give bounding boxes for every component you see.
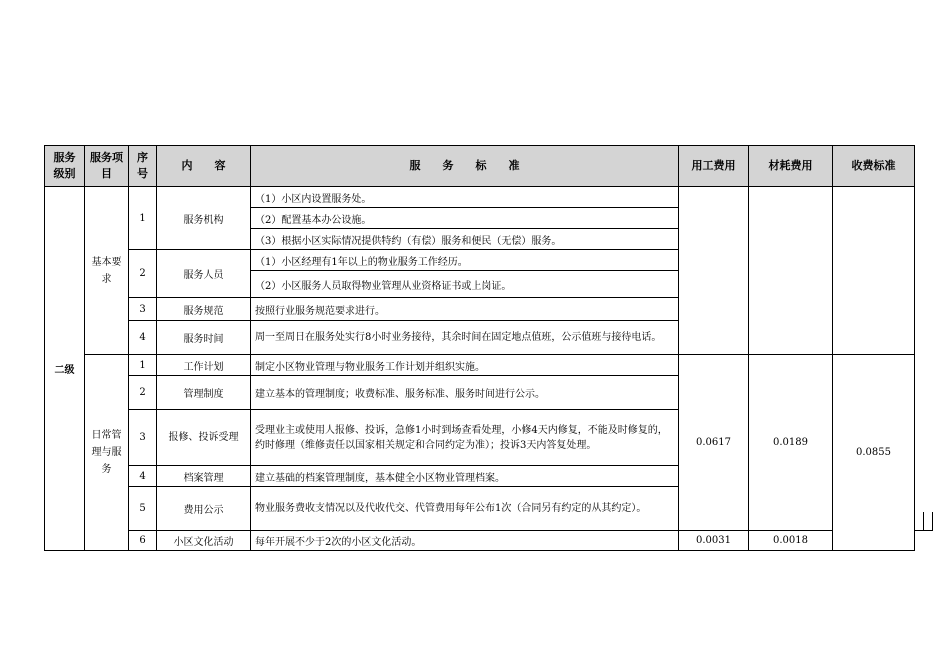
standard-cell: 周一至周日在服务处实行8小时业务接待，其余时间在固定地点值班，公示值班与接待电话。: [251, 321, 679, 355]
group-daily: 日常管理与服务: [85, 355, 129, 551]
row-no: 1: [129, 187, 157, 250]
row-no: 1: [129, 355, 157, 376]
table-row: [45, 531, 933, 551]
row-no: 6: [129, 531, 157, 551]
row-content: 服务机构: [157, 187, 251, 250]
table-row: [45, 355, 933, 376]
standard-cell: 受理业主或使用人报修、投诉，急修1小时到场查看处理，小修4天内修复，不能及时修复的，约时修理（维修责任以国家相关规定和合同约定为准）；投诉3天内答复处理。: [251, 410, 679, 466]
labor-cost-basic: [679, 187, 749, 355]
standard-cell: （3）根据小区实际情况提供特约（有偿）服务和便民（无偿）服务。: [251, 229, 679, 250]
service-standard-table: [44, 145, 933, 551]
labor-cost-spacer: [915, 512, 924, 531]
material-cost-culture: 0.0018: [749, 531, 833, 551]
standard-cell: 每年开展不少于2次的小区文化活动。: [251, 531, 679, 551]
row-content: 报修、投诉受理: [157, 410, 251, 466]
material-cost-spacer: [924, 512, 933, 531]
header-material-cost: 材耗费用: [749, 146, 833, 187]
standard-cell: 制定小区物业管理与物业服务工作计划并组织实施。: [251, 355, 679, 376]
header-labor-cost: 用工费用: [679, 146, 749, 187]
row-content: 服务时间: [157, 321, 251, 355]
labor-cost-daily: 0.0617: [679, 355, 749, 531]
row-content: 小区文化活动: [157, 531, 251, 551]
material-cost-daily: 0.0189: [749, 355, 833, 531]
header-item: 服务项目: [85, 146, 129, 187]
row-no: 2: [129, 250, 157, 298]
row-content: 档案管理: [157, 466, 251, 487]
labor-cost-culture: 0.0031: [679, 531, 749, 551]
standard-cell: （2）配置基本办公设施。: [251, 208, 679, 229]
standard-cell: 按照行业服务规范要求进行。: [251, 298, 679, 321]
row-content: 服务规范: [157, 298, 251, 321]
service-level-cell: 二级: [45, 187, 85, 551]
material-cost-basic: [749, 187, 833, 355]
table-row: [45, 187, 933, 208]
fee-standard-basic: [833, 187, 915, 355]
header-fee-standard: 收费标准: [833, 146, 915, 187]
row-no: 3: [129, 410, 157, 466]
row-content: 管理制度: [157, 376, 251, 410]
header-row: [45, 146, 933, 187]
header-level: 服务级别: [45, 146, 85, 187]
row-no: 3: [129, 298, 157, 321]
row-content: 工作计划: [157, 355, 251, 376]
fee-standard-daily: 0.0855: [833, 355, 915, 551]
row-content: 费用公示: [157, 487, 251, 531]
standard-cell: 建立基础的档案管理制度，基本健全小区物业管理档案。: [251, 466, 679, 487]
row-no: 4: [129, 466, 157, 487]
standard-cell: 建立基本的管理制度；收费标准、服务标准、服务时间进行公示。: [251, 376, 679, 410]
standard-cell: （2）小区服务人员取得物业管理从业资格证书或上岗证。: [251, 271, 679, 298]
row-no: 4: [129, 321, 157, 355]
header-standard: 服 务 标 准: [251, 146, 679, 187]
standard-cell: 物业服务费收支情况以及代收代交、代管费用每年公布1次（合同另有约定的从其约定）。: [251, 487, 679, 531]
header-content: 内 容: [157, 146, 251, 187]
row-no: 5: [129, 487, 157, 531]
group-basic: 基本要求: [85, 187, 129, 355]
row-no: 2: [129, 376, 157, 410]
standard-cell: （1）小区经理有1年以上的物业服务工作经历。: [251, 250, 679, 271]
row-content: 服务人员: [157, 250, 251, 298]
standard-cell: （1）小区内设置服务处。: [251, 187, 679, 208]
header-no: 序号: [129, 146, 157, 187]
